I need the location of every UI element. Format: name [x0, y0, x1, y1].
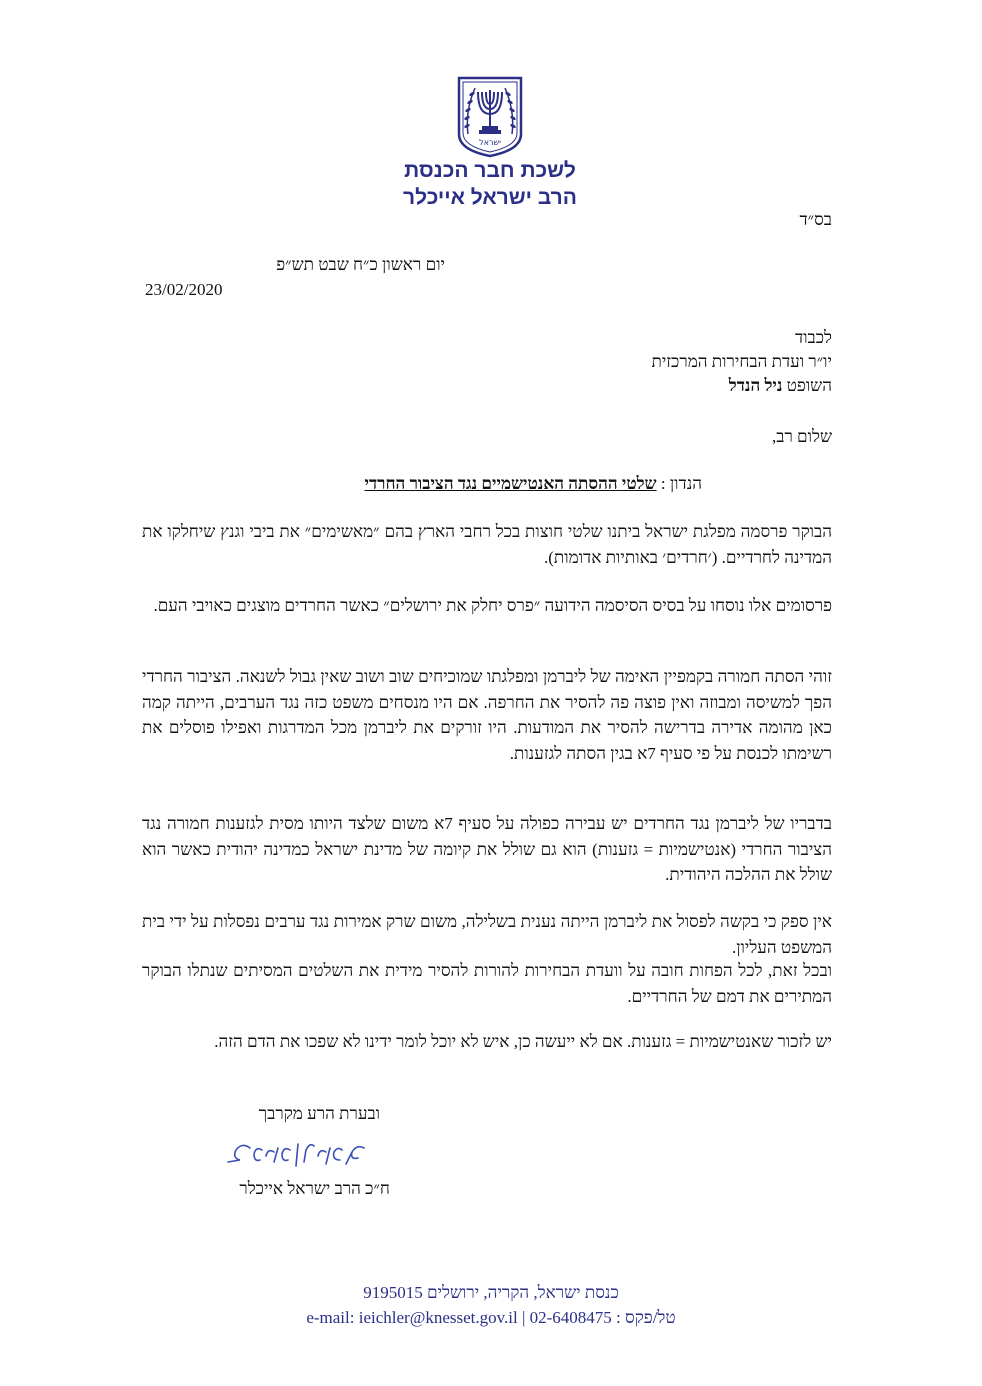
handwritten-signature	[222, 1138, 372, 1174]
paragraph-4: בדבריו של ליברמן נגד החרדים יש עבירה כפולה על סעיף 7א משום שלצד היותו מסית לגזענות חמורה נגד הציבור החרדי (אנטישמיות = גזענות) הוא גם שולל את קיומה של מדינת ישראל כמדינה יהודית כאשר הוא שולל את ההלכה היהודית.	[142, 814, 832, 884]
footer-contact: e-mail: ieichler@knesset.gov.il | 02-6408475 : טל/פקס	[306, 1308, 676, 1327]
state-emblem-icon	[455, 76, 525, 158]
office-title: לשכת חבר הכנסת	[404, 159, 576, 182]
date-hebrew: יום ראשון כ״ח שבט תש״פ	[276, 255, 445, 274]
paragraph-5b: ובכל זאת, לכל הפחות חובה על וועדת הבחירות להורות להסיר מידית את השלטים המסיתים שנתלו הבוקר המתירים את דמם של החרדיים.	[142, 961, 832, 1006]
signer-name: ח״כ הרב ישראל אייכלר	[239, 1179, 390, 1198]
subject-title: שלטי ההסתה האנטישמיים נגד הציבור החרדי	[364, 474, 657, 493]
paragraph-5a: אין ספק כי בקשה לפסול את ליברמן הייתה נענית בשלילה, משום שרק אמירות נגד ערבים נפסלות על ידי בית המשפט העליון.	[142, 912, 832, 957]
bsd-mark: בס״ד	[799, 210, 832, 229]
recipient-line2: יו״ר ועדת הבחירות המרכזית	[651, 352, 832, 371]
recipient-line1: לכבוד	[795, 328, 832, 347]
paragraph-3: זוהי הסתה חמורה בקמפיין האימה של ליברמן ומפלגתו שמוכיחים שוב ושוב שאין גבול לשנאה. הציבור החרדי הפך למשיסה ומבוזה ואין פוצה פה להסיר את החרפה. אם היו מנסחים משפט כזה נגד הערבים, הייתה קמה כאן מהומה אדירה בדרישה להסיר את המודעות. היו זורקים את ליברמן מכל המדרגות ואפילו פוסלים את רשימתו לכנסת על פי סעיף 7א בגין הסתה לגזענות.	[142, 667, 832, 763]
recipient-line3	[729, 373, 832, 399]
office-owner: הרב ישראל אייכלר	[403, 186, 577, 209]
footer-address: כנסת ישראל, הקריה, ירושלים 9195015	[363, 1283, 619, 1302]
paragraph-2: פרסומים אלו נוסחו על בסיס הסיסמה הידועה ״פרס יחלק את ירושלים״ כאשר החרדים מוצגים כאויבי העם.	[153, 596, 832, 615]
closing-line: ובערת הרע מקרבך	[258, 1104, 380, 1123]
subject-label: הנדון :	[656, 474, 702, 493]
emblem-label: ישראל	[479, 138, 501, 147]
subject-line	[365, 471, 703, 497]
greeting: שלום רב,	[772, 427, 832, 446]
paragraph-6: יש לזכור שאנטישמיות = גזענות. אם לא ייעשה כן, איש לא יוכל לומר ידינו לא שפכו את הדם הזה.	[214, 1032, 832, 1051]
paragraph-1: הבוקר פרסמה מפלגת ישראל ביתנו שלטי חוצות בכל רחבי הארץ בהם ״מאשימים״ את ביבי וגנץ שיחלקו את המדינה לחרדיים. (׳חרדים׳ באותיות אדומות).	[142, 522, 832, 567]
recipient-title: השופט	[782, 376, 832, 395]
recipient-name: ניל הנדל	[728, 376, 783, 395]
date-gregorian: 23/02/2020	[145, 280, 223, 299]
